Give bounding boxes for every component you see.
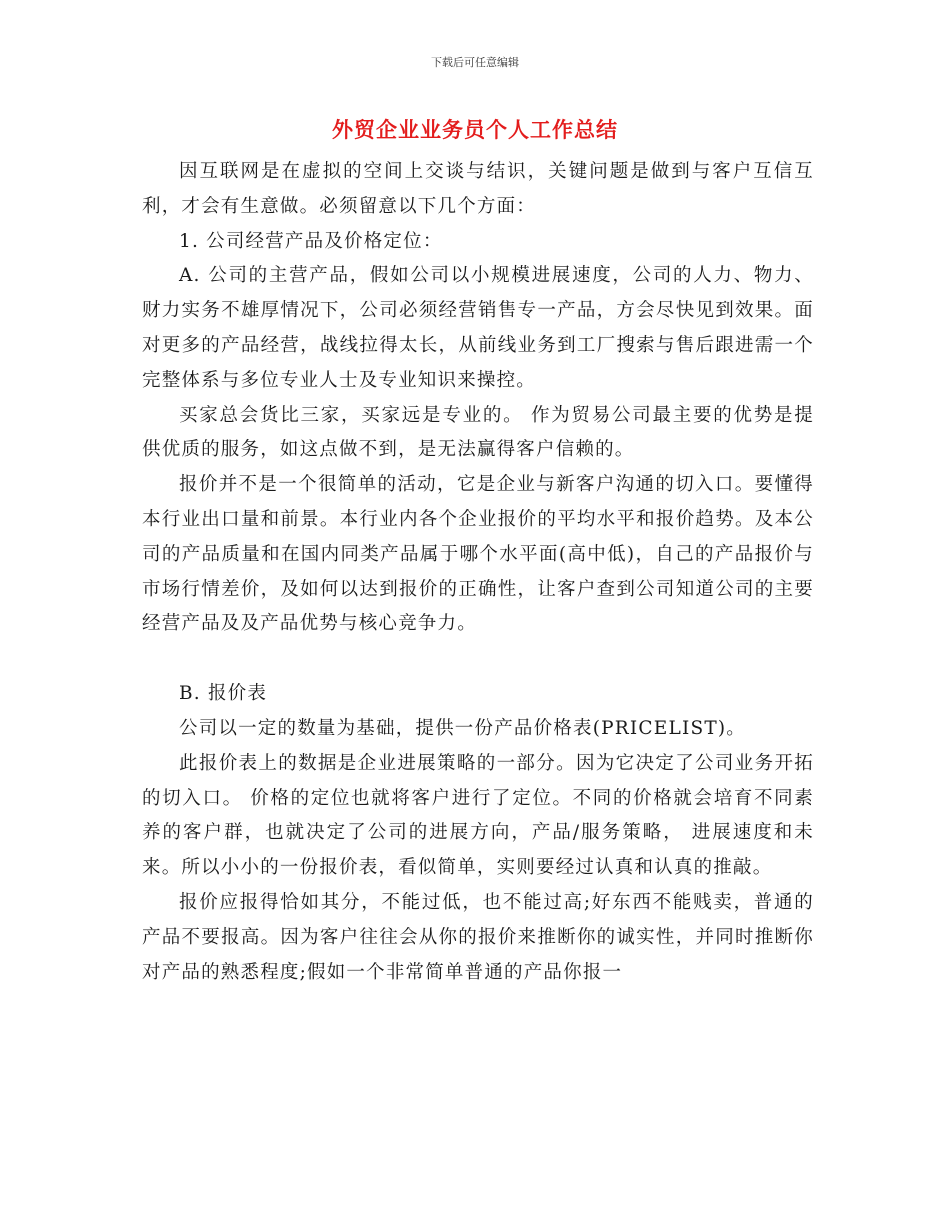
document-body — [142, 155, 814, 990]
paragraph-pricing-advice: 报价应报得恰如其分，不能过低，也不能过高;好东西不能贱卖，普通的产品不要报高。因为客户往往会从你的报价来推断你的诚实性，并同时推断你对产品的熟悉程度;假如一个非常简单普通的产品你报一 — [142, 891, 814, 983]
header-note: 下载后可任意编辑 — [431, 56, 519, 69]
paragraph-quotation: 报价并不是一个很简单的活动，它是企业与新客户沟通的切入口。要懂得本行业出口量和前景。本行业内各个企业报价的平均水平和报价趋势。及本公司的产品质量和在国内同类产品属于哪个水平面(高中低)，自己的产品报价与市场行情差价，及如何以达到报价的正确性，让客户查到公司知道公司的主要经营产品及及产品优势与核心竞争力。 — [142, 474, 814, 635]
paragraph-intro: 因互联网是在虚拟的空间上交谈与结识，关键问题是做到与客户互信互利，才会有生意做。必须留意以下几个方面： — [142, 161, 814, 217]
paragraph-section-a: A. 公司的主营产品，假如公司以小规模进展速度，公司的人力、物力、财力实务不雄厚情况下，公司必须经营销售专一产品，方会尽快见到效果。面对更多的产品经营，战线拉得太长，从前线业务到工厂搜索与售后跟进需一个完整体系与多位专业人士及专业知识来操控。 — [142, 265, 814, 391]
paragraph-section-1-heading: 1. 公司经营产品及价格定位： — [179, 230, 443, 252]
paragraph-section-b-heading: B. 报价表 — [179, 683, 268, 705]
document-title: 外贸企业业务员个人工作总结 — [332, 118, 618, 142]
paragraph-buyers: 买家总会货比三家，买家远是专业的。 作为贸易公司最主要的优势是提供优质的服务，如这点做不到，是无法赢得客户信赖的。 — [142, 404, 814, 461]
paragraph-pricelist: 公司以一定的数量为基础，提供一份产品价格表(PRICELIST)。 — [179, 717, 746, 739]
paragraph-pricelist-strategy: 此报价表上的数据是企业进展策略的一部分。因为它决定了公司业务开拓的切入口。 价格的定位也就将客户进行了定位。不同的价格就会培育不同素养的客户群，也就决定了公司的进展方向，产品/服务策略， 进展速度和未来。所以小小的一份报价表，看似简单，实则要经过认真和认真的推敲。 — [142, 752, 814, 879]
